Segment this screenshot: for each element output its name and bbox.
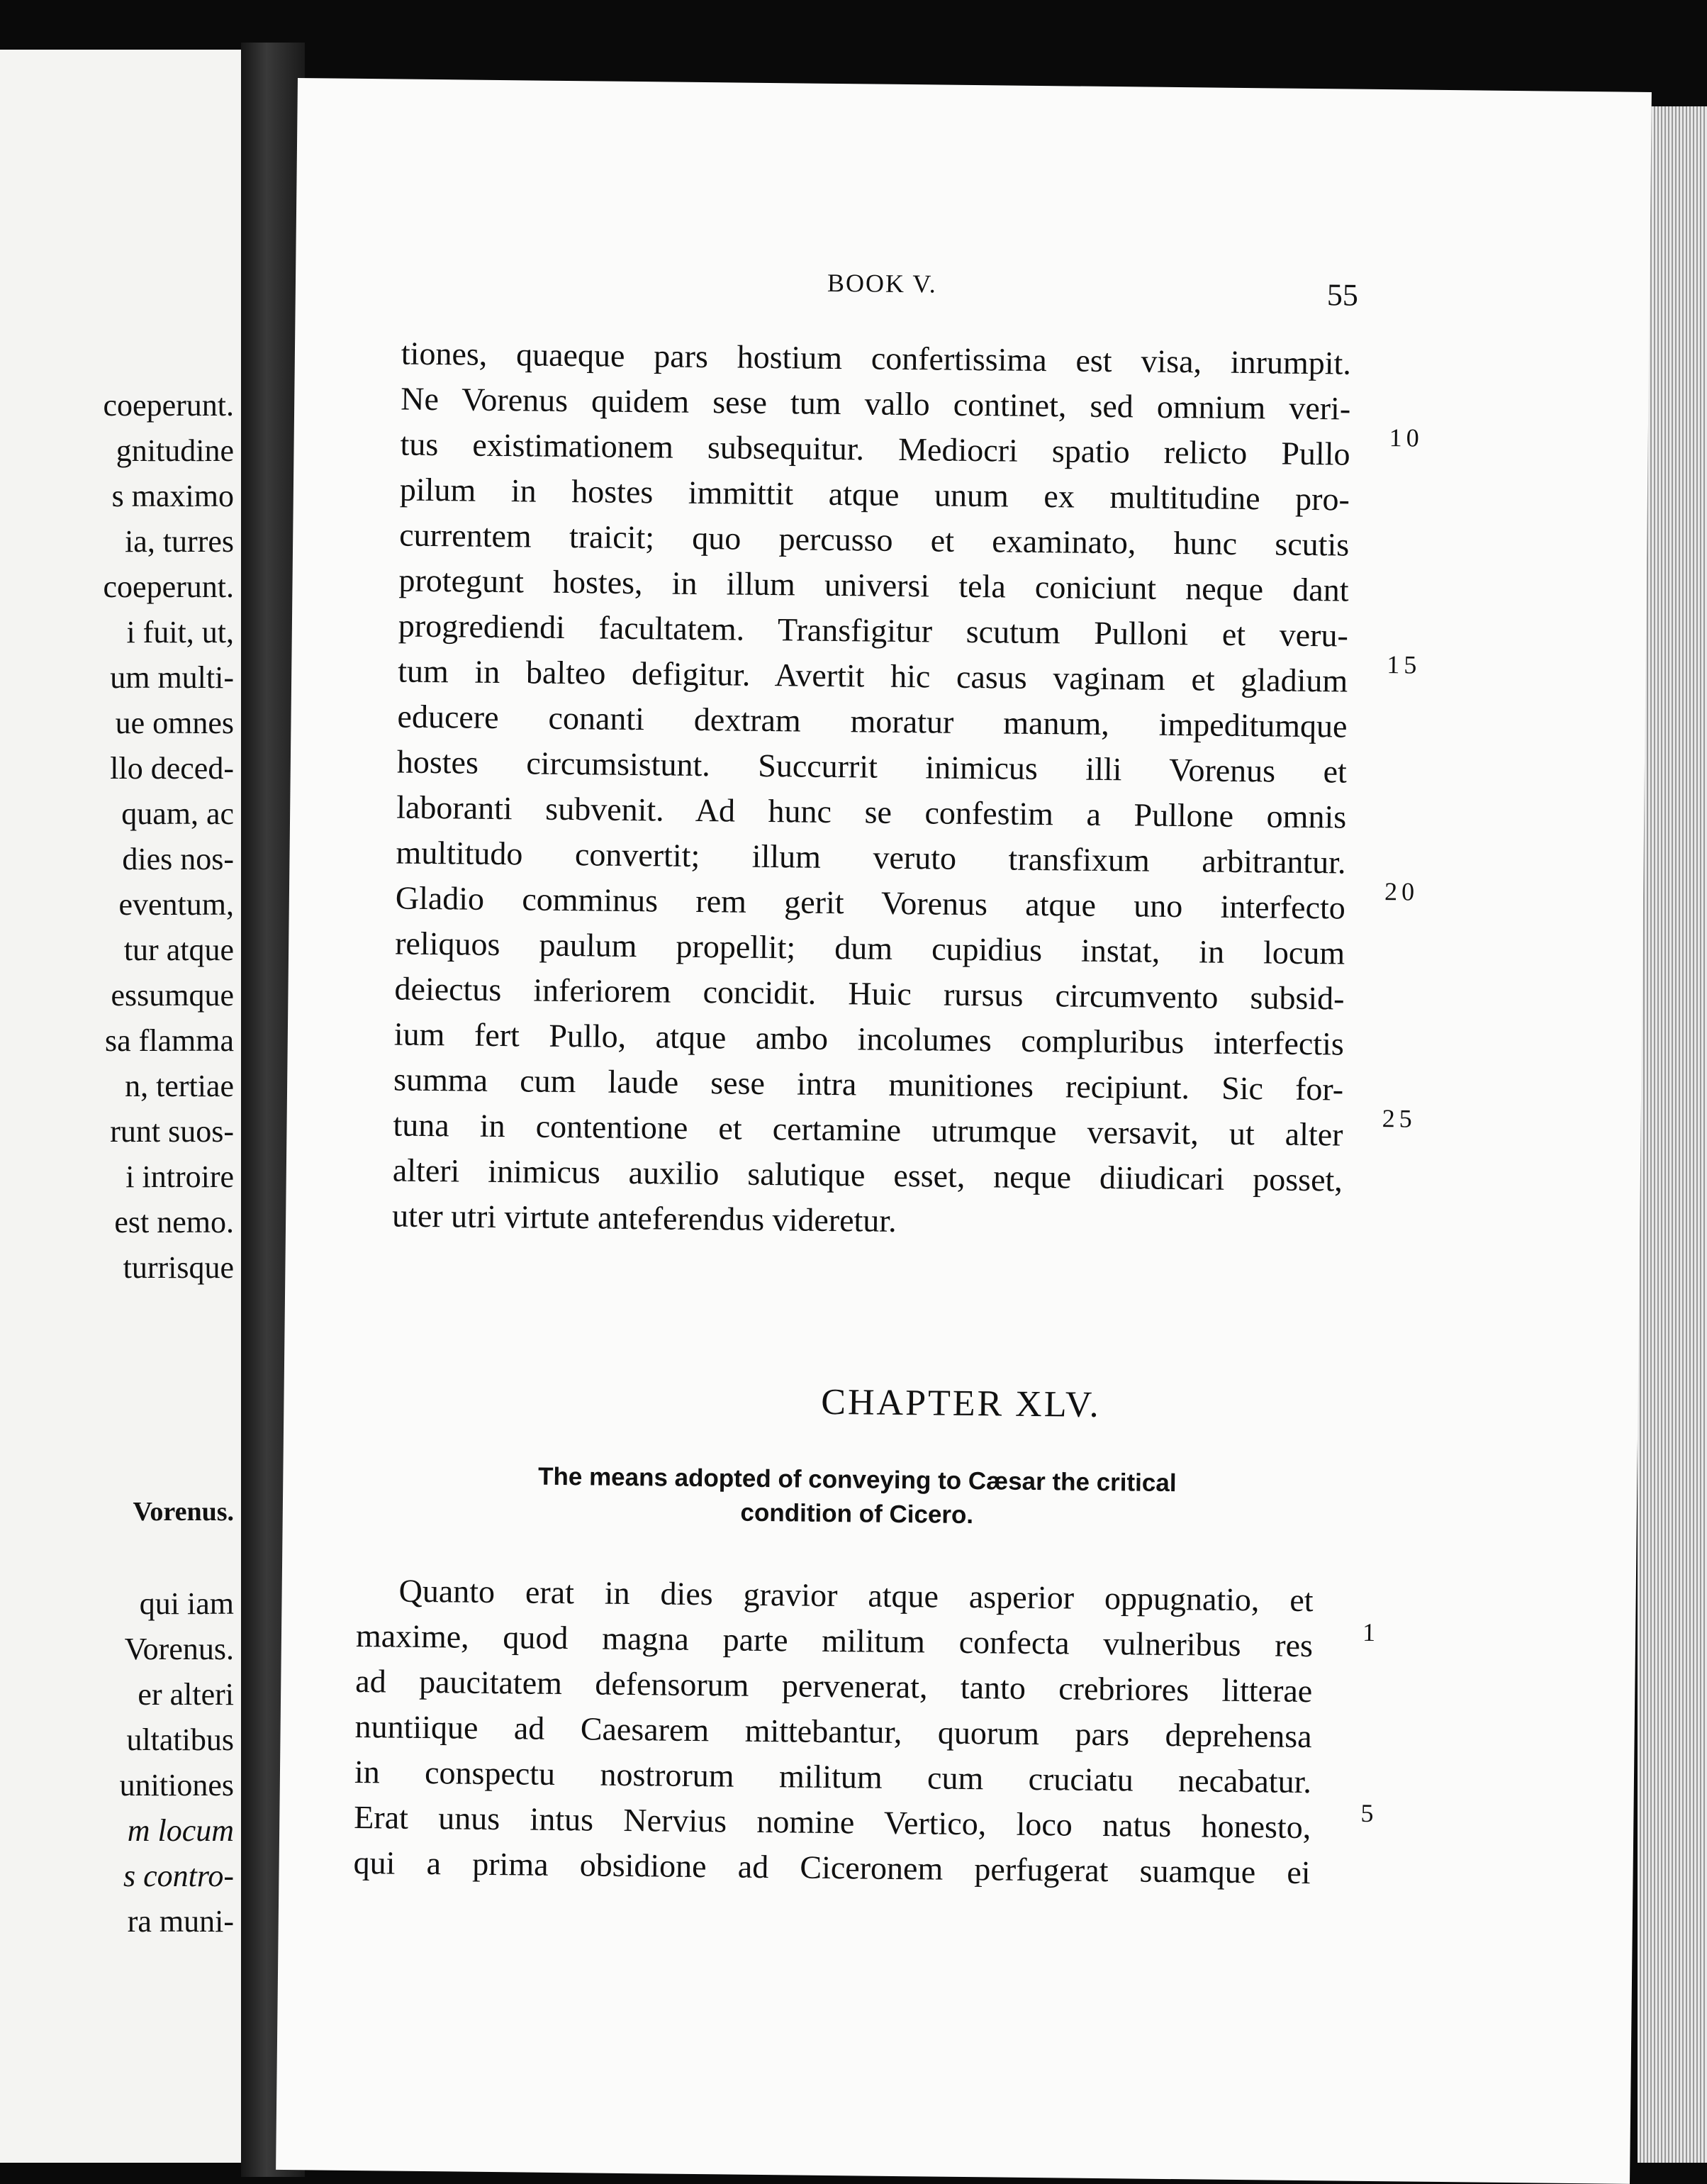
text-line: qui a prima obsidione ad Ciceronem perfugerat suamque ei bbox=[353, 1844, 1311, 1891]
text-line: coeperunt. bbox=[103, 569, 234, 604]
text-line: ia, turres bbox=[125, 524, 234, 559]
text-line: nuntiique ad Caesarem mittebantur, quorum pars deprehensa bbox=[354, 1707, 1312, 1755]
text-line: educere conanti dextram moratur manum, impeditumque bbox=[397, 698, 1348, 745]
text-line: sa flamma bbox=[104, 1023, 234, 1058]
text-line: i fuit, ut, bbox=[126, 615, 234, 650]
text-line: ue omnes bbox=[115, 706, 234, 740]
text-line: progrediendi facultatem. Transfigitur scutum Pulloni et veru- bbox=[398, 607, 1349, 654]
text-line: summa cum laude sese intra munitiones recipiunt. Sic for- bbox=[393, 1061, 1344, 1108]
text-line: alteri inimicus auxilio salutique esset, neque diiudicari posset, bbox=[392, 1152, 1343, 1198]
text-line: qui iam bbox=[139, 1586, 234, 1621]
left-page-heading: Vorenus. bbox=[133, 1497, 234, 1527]
text-line: Erat unus intus Nervius nomine Vertico, loco natus honesto, bbox=[354, 1798, 1311, 1846]
text-line: Quanto erat in dies gravior atque asperior oppugnatio, et bbox=[398, 1572, 1314, 1619]
text-line: dies nos- bbox=[122, 842, 234, 876]
line-number: 15 bbox=[1387, 650, 1421, 679]
text-line: tur atque bbox=[123, 932, 234, 967]
right-page bbox=[276, 78, 1652, 2184]
text-line: turrisque bbox=[123, 1250, 234, 1285]
text-line: tiones, quaeque pars hostium confertissima est visa, inrumpit. bbox=[401, 335, 1352, 381]
text-line: m locum bbox=[127, 1813, 234, 1848]
line-number: 20 bbox=[1384, 877, 1419, 906]
text-line: essumque bbox=[111, 978, 234, 1013]
text-line: tum in balteo defigitur. Avertit hic casus vaginam et gladium bbox=[397, 652, 1348, 699]
text-line: ultatibus bbox=[126, 1722, 234, 1757]
text-line: um multi- bbox=[110, 660, 234, 695]
chapter-subtitle bbox=[410, 1459, 1304, 1536]
line-number: 25 bbox=[1382, 1104, 1416, 1133]
running-head: BOOK V. bbox=[827, 268, 937, 299]
text-line: ad paucitatem defensorum pervenerat, tanto crebriores litterae bbox=[355, 1662, 1313, 1710]
text-line: in conspectu nostrorum militum cum cruciatu necabatur. bbox=[354, 1753, 1312, 1800]
text-line: currentem traicit; quo percusso et examinato, hunc scutis bbox=[398, 516, 1350, 563]
text-line: deiectus inferiorem concidit. Huic rursus circumvento subsid- bbox=[394, 970, 1345, 1017]
text-line: pilum in hostes immittit atque unum ex multitudine pro- bbox=[399, 471, 1350, 518]
text-line: er alteri bbox=[138, 1677, 234, 1712]
text-line: i introire bbox=[125, 1159, 234, 1194]
chapter-title: CHAPTER XLV. bbox=[821, 1381, 1101, 1425]
left-page-text bbox=[103, 383, 234, 1291]
chapter-subtitle-line: The means adopted of conveying to Cæsar the critical bbox=[537, 1462, 1177, 1498]
page-number: 55 bbox=[1326, 277, 1359, 313]
text-line: tus existimationem subsequitur. Mediocri spatio relicto Pullo bbox=[400, 425, 1350, 472]
line-number: 1 bbox=[1362, 1617, 1380, 1647]
text-line: hostes circumsistunt. Succurrit inimicus illi Vorenus et bbox=[396, 743, 1348, 790]
text-line: s contro- bbox=[123, 1859, 234, 1893]
text-line: maxime, quod magna parte militum confecta vulneribus res bbox=[355, 1617, 1314, 1664]
text-line: n, tertiae bbox=[125, 1069, 234, 1103]
text-line: quam, ac bbox=[121, 796, 234, 831]
text-line: multitudo convertit; illum veruto transfixum arbitrantur. bbox=[396, 834, 1346, 881]
text-line: protegunt hostes, in illum universi tela coniciunt neque dant bbox=[398, 562, 1349, 608]
text-line: est nemo. bbox=[114, 1205, 234, 1239]
text-line: uter utri virtute anteferendus videretur. bbox=[391, 1197, 897, 1239]
text-line: ra muni- bbox=[127, 1904, 234, 1939]
line-number: 5 bbox=[1360, 1798, 1378, 1828]
left-page-text-2 bbox=[120, 1581, 234, 1944]
text-line: unitiones bbox=[119, 1768, 234, 1803]
text-line: s maximo bbox=[111, 479, 234, 513]
text-line: laboranti subvenit. Ad hunc se confestim a Pullone omnis bbox=[396, 789, 1347, 835]
text-line: Gladio comminus rem gerit Vorenus atque uno interfecto bbox=[395, 879, 1346, 926]
text-line: runt suos- bbox=[110, 1114, 234, 1149]
text-line: tuna in contentione et certamine utrumque versavit, ut alter bbox=[393, 1106, 1343, 1153]
chapter-subtitle-line: condition of Cicero. bbox=[740, 1498, 974, 1530]
left-page bbox=[0, 50, 252, 2163]
text-line: Ne Vorenus quidem sese tum vallo continet, sed omnium veri- bbox=[401, 380, 1351, 427]
text-line: llo deced- bbox=[110, 751, 234, 786]
chapter-body-text bbox=[353, 1568, 1314, 1895]
text-line: coeperunt. bbox=[103, 388, 234, 423]
text-line: Vorenus. bbox=[124, 1632, 234, 1666]
body-text bbox=[392, 331, 1351, 1249]
line-number: 10 bbox=[1389, 423, 1423, 452]
text-line: eventum, bbox=[118, 887, 234, 922]
text-line: gnitudine bbox=[116, 433, 234, 468]
text-line: ium fert Pullo, atque ambo incolumes compluribus interfectis bbox=[393, 1015, 1345, 1062]
text-line: reliquos paulum propellit; dum cupidius instat, in locum bbox=[394, 925, 1345, 971]
